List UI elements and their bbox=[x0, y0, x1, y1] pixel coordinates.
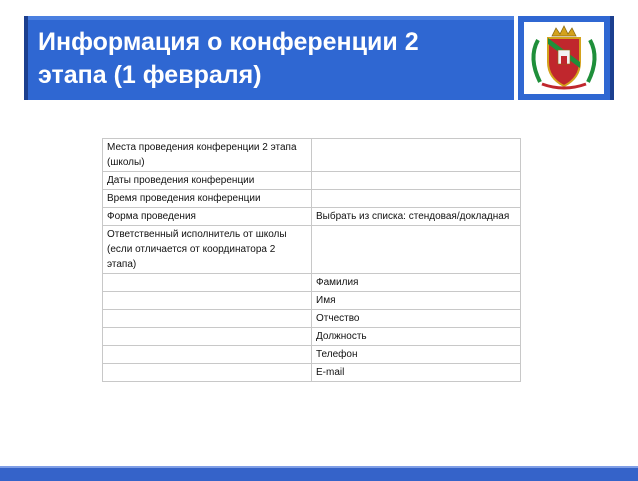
row-value-cell: Выбрать из списка: стендовая/докладная bbox=[312, 208, 521, 226]
title-banner bbox=[24, 16, 514, 100]
row-value-cell: E-mail bbox=[312, 364, 521, 382]
row-value-cell: Отчество bbox=[312, 310, 521, 328]
row-value-cell bbox=[312, 190, 521, 208]
row-label-cell: Ответственный исполнитель от школы (если отличается от координатора 2 этапа) bbox=[103, 226, 312, 274]
row-value-cell bbox=[312, 139, 521, 172]
row-label-cell bbox=[103, 292, 312, 310]
row-label-cell bbox=[103, 364, 312, 382]
table-row bbox=[103, 346, 521, 364]
table-row bbox=[103, 328, 521, 346]
row-value-cell: Фамилия bbox=[312, 274, 521, 292]
row-value-cell: Имя bbox=[312, 292, 521, 310]
coat-of-arms-emblem-icon bbox=[524, 22, 604, 94]
row-label-cell: Форма проведения bbox=[103, 208, 312, 226]
row-label-cell: Места проведения конференции 2 этапа (школы) bbox=[103, 139, 312, 172]
table-row bbox=[103, 139, 521, 172]
row-value-cell: Телефон bbox=[312, 346, 521, 364]
table-row bbox=[103, 208, 521, 226]
slide-title: Информация о конференции 2 этапа (1 февраля) bbox=[38, 28, 419, 89]
table-row bbox=[103, 310, 521, 328]
logo-panel bbox=[518, 16, 614, 100]
row-label-cell bbox=[103, 274, 312, 292]
row-value-cell bbox=[312, 226, 521, 274]
row-label-cell bbox=[103, 328, 312, 346]
table-row bbox=[103, 172, 521, 190]
table-row bbox=[103, 190, 521, 208]
row-label-cell: Время проведения конференции bbox=[103, 190, 312, 208]
castle-gate-icon bbox=[561, 56, 567, 64]
row-value-cell: Должность bbox=[312, 328, 521, 346]
slide-header bbox=[0, 0, 638, 104]
table-row bbox=[103, 292, 521, 310]
conference-info-table bbox=[102, 138, 521, 382]
table-row bbox=[103, 364, 521, 382]
wreath-right-icon bbox=[588, 40, 595, 82]
row-label-cell bbox=[103, 346, 312, 364]
table-row bbox=[103, 274, 521, 292]
row-label-cell: Даты проведения конференции bbox=[103, 172, 312, 190]
row-value-cell bbox=[312, 172, 521, 190]
logo-background bbox=[524, 22, 604, 94]
title-banner-accent bbox=[28, 16, 514, 20]
table-row bbox=[103, 226, 521, 274]
crown-icon bbox=[552, 26, 576, 36]
wreath-left-icon bbox=[533, 40, 540, 82]
row-label-cell bbox=[103, 310, 312, 328]
